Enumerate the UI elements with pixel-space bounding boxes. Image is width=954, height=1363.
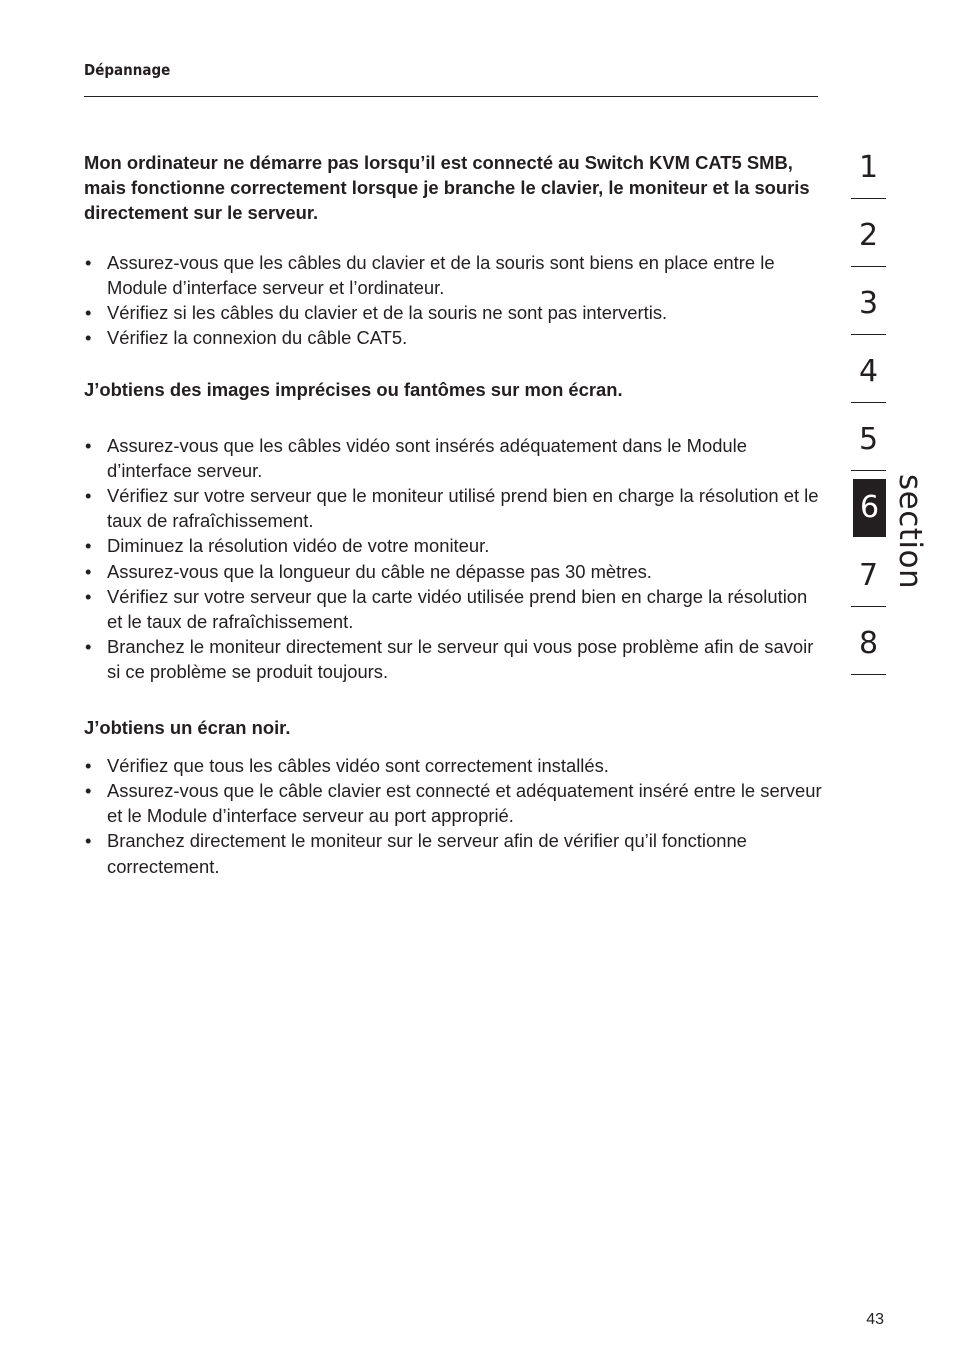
bullet: • xyxy=(85,485,92,507)
bullet: • xyxy=(85,754,92,776)
section-tab-8[interactable]: 8 xyxy=(851,609,886,675)
bullet: • xyxy=(85,302,92,324)
troubleshooting-content xyxy=(84,150,822,879)
issue-question-2: J’obtiens des images imprécises ou fantômes sur mon écran. xyxy=(84,379,623,401)
section-index xyxy=(851,133,886,677)
section-label: section xyxy=(892,474,928,590)
section-tab-2[interactable]: 2 xyxy=(851,201,886,267)
issue-list-3 xyxy=(84,753,822,879)
list-item: • Vérifiez si les câbles du clavier et de la souris ne sont pas intervertis. xyxy=(84,300,822,325)
bullet: • xyxy=(85,636,92,658)
issue-list-1 xyxy=(84,250,822,351)
list-item: • Assurez-vous que les câbles du clavier et de la souris sont biens en place entre le Module d’interface serveur et l’ordinateur. xyxy=(85,251,775,298)
list-item: • Branchez le moniteur directement sur le serveur qui vous pose problème afin de savoir si ce problème se produit toujours. xyxy=(85,636,814,683)
issue-question-3: J’obtiens un écran noir. xyxy=(84,716,291,738)
bullet: • xyxy=(85,535,92,557)
list-item: • Vérifiez sur votre serveur que la carte vidéo utilisée prend bien en charge la résolution et le taux de rafraîchissement. xyxy=(85,585,808,633)
page-header xyxy=(84,58,818,97)
bullet: • xyxy=(85,327,92,349)
section-tab-7[interactable]: 7 xyxy=(851,541,886,607)
list-item: • Vérifiez la connexion du câble CAT5. xyxy=(84,325,822,350)
page-number: 43 xyxy=(866,1311,884,1328)
list-item: • Diminuez la résolution vidéo de votre moniteur. xyxy=(84,533,822,558)
list-item: • Branchez directement le moniteur sur le serveur afin de vérifier qu’il fonctionne correctement. xyxy=(85,830,747,877)
bullet: • xyxy=(85,830,92,852)
bullet: • xyxy=(85,780,92,802)
issue-list-2 xyxy=(84,433,822,685)
section-tab-6-active[interactable]: 6 xyxy=(851,473,886,539)
issue-question-1: Mon ordinateur ne démarre pas lorsqu’il est connecté au Switch KVM CAT5 SMB, mais fonctionne correctement lorsque je branche le clavier, le moniteur et la souris directement sur le serveur. xyxy=(84,152,810,224)
list-item: • Vérifiez que tous les câbles vidéo sont correctement installés. xyxy=(84,753,822,778)
bullet: • xyxy=(85,560,92,582)
bullet: • xyxy=(85,585,92,607)
list-item: • Assurez-vous que la longueur du câble ne dépasse pas 30 mètres. xyxy=(84,559,822,584)
section-tab-4[interactable]: 4 xyxy=(851,337,886,403)
header-title: Dépannage xyxy=(84,61,171,79)
section-tab-1[interactable]: 1 xyxy=(851,133,886,199)
section-tab-3[interactable]: 3 xyxy=(851,269,886,335)
list-item: • Vérifiez sur votre serveur que le moniteur utilisé prend bien en charge la résolution et le taux de rafraîchissement. xyxy=(85,485,819,532)
list-item: • Assurez-vous que le câble clavier est connecté et adéquatement inséré entre le serveur et le Module d’interface serveur au port approprié. xyxy=(85,780,822,827)
section-tab-5[interactable]: 5 xyxy=(851,405,886,471)
list-item: • Assurez-vous que les câbles vidéo sont insérés adéquatement dans le Module d’interface serveur. xyxy=(85,434,747,481)
bullet: • xyxy=(85,434,92,456)
bullet: • xyxy=(85,251,92,273)
